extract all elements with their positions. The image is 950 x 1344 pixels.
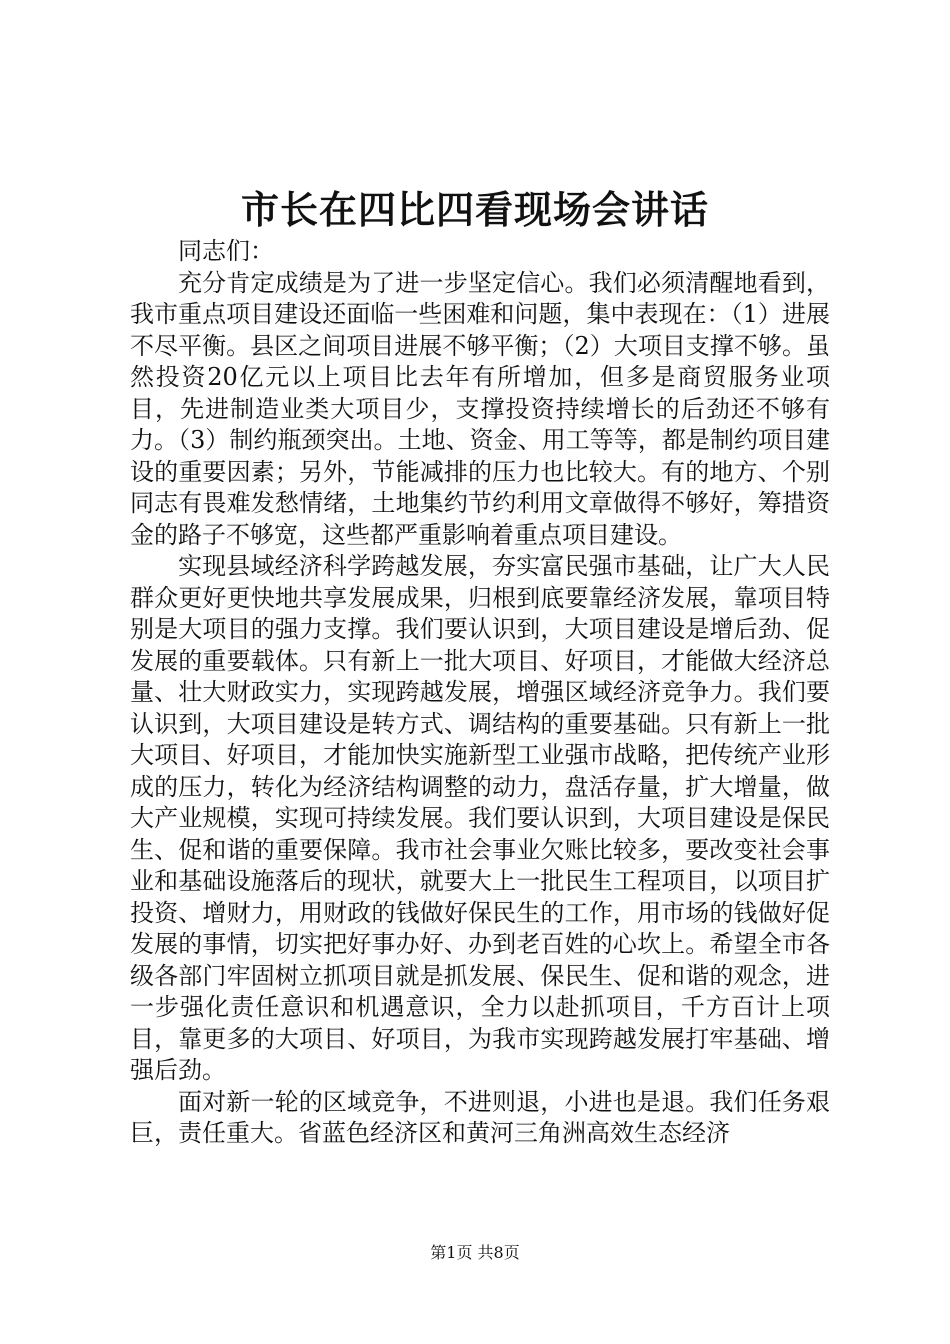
document-body <box>130 236 830 1150</box>
paragraph-1: 充分肯定成绩是为了进一步坚定信心。我们必须清醒地看到，我市重点项目建设还面临一些困难和问题，集中表现在：（1）进展不尽平衡。县区之间项目进展不够平衡；（2）大项目支撑不够。虽然投资20亿元以上项目比去年有所增加，但多是商贸服务业项目，先进制造业类大项目少，支撑投资持续增长的后劲还不够有力。（3）制约瓶颈突出。土地、资金、用工等等，都是制约项目建设的重要因素；另外，节能减排的压力也比较大。有的地方、个别同志有畏难发愁情绪，土地集约节约利用文章做得不够好，筹措资金的路子不够宽，这些都严重影响着重点项目建设。 <box>130 268 830 549</box>
document-title: 市长在四比四看现场会讲话 <box>240 187 709 232</box>
page-number-footer: 第1页 共8页 <box>430 1243 520 1262</box>
paragraph-3: 面对新一轮的区域竞争，不进则退，小进也是退。我们任务艰巨，责任重大。省蓝色经济区和黄河三角洲高效生态经济 <box>130 1087 830 1147</box>
salutation: 同志们： <box>178 237 274 265</box>
paragraph-2: 实现县域经济科学跨越发展，夯实富民强市基础，让广大人民群众更好更快地共享发展成果，归根到底要靠经济发展，靠项目特别是大项目的强力支撑。我们要认识到，大项目建设是增后劲、促发展的重要载体。只有新上一批大项目、好项目，才能做大经济总量、壮大财政实力，实现跨越发展，增强区域经济竞争力。我们要认识到，大项目建设是转方式、调结构的重要基础。只有新上一批大项目、好项目，才能加快实施新型工业强市战略，把传统产业形成的压力，转化为经济结构调整的动力，盘活存量，扩大增量，做大产业规模，实现可持续发展。我们要认识到，大项目建设是保民生、促和谐的重要保障。我市社会事业欠账比较多，要改变社会事业和基础设施落后的现状，就要大上一批民生工程项目，以项目扩投资、增财力，用财政的钱做好保民生的工作，用市场的钱做好促发展的事情，切实把好事办好、办到老百姓的心坎上。希望全市各级各部门牢固树立抓项目就是抓发展、保民生、促和谐的观念，进一步强化责任意识和机遇意识，全力以赴抓项目，千方百计上项目，靠更多的大项目、好项目，为我市实现跨越发展打牢基础、增强后劲。 <box>130 552 830 1084</box>
